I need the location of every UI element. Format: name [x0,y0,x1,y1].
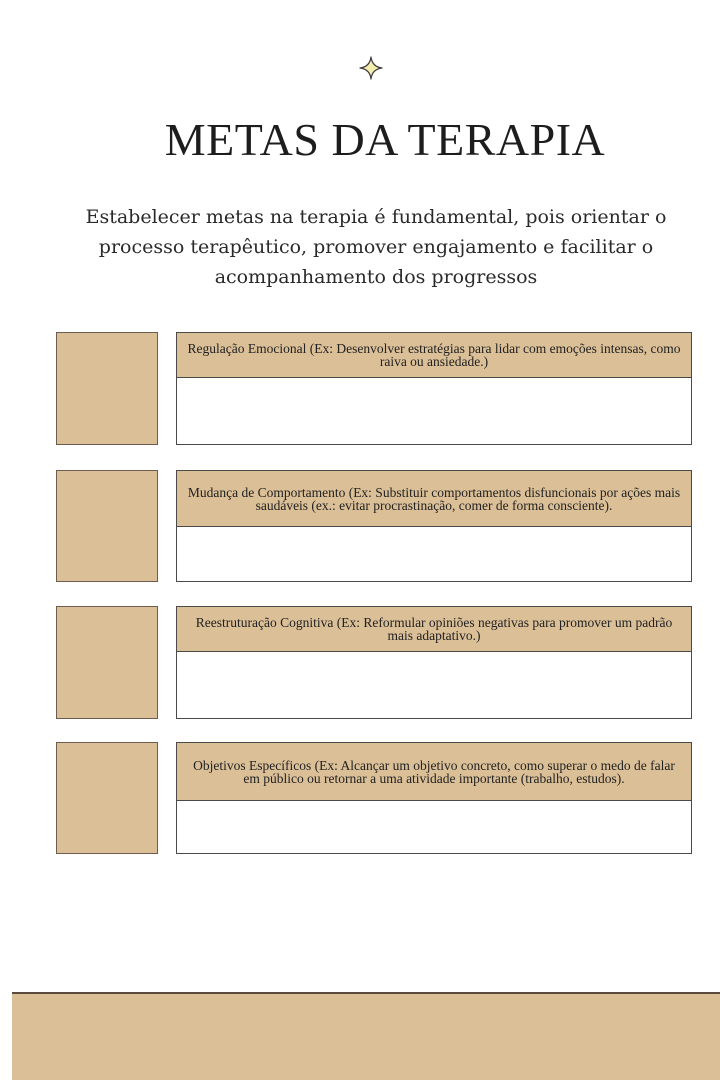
intro-paragraph: Estabelecer metas na terapia é fundamental, pois orientar o processo terapêutico, promover engajamento e facilitar o acompanhamento dos progressos [85,206,667,288]
sparkle-icon [359,56,383,80]
goal-checkbox[interactable] [56,332,158,445]
goal-card [176,332,692,445]
goal-card [176,470,692,582]
goal-answer-field[interactable] [177,527,691,581]
goal-checkbox[interactable] [56,742,158,854]
goal-checkbox[interactable] [56,470,158,582]
goal-answer-field[interactable] [177,801,691,853]
goal-heading: Regulação Emocional (Ex: Desenvolver estratégias para lidar com emoções intensas, como raiva ou ansiedade.) [177,333,691,378]
page-title: METAS DA TERAPIA [164,114,606,165]
goal-answer-field[interactable] [177,652,691,718]
footer-band [12,992,720,1080]
goal-card [176,606,692,719]
goal-answer-field[interactable] [177,378,691,444]
goal-heading: Mudança de Comportamento (Ex: Substituir comportamentos disfuncionais por ações mais saudáveis (ex.: evitar procrastinação, comer de forma consciente). [177,471,691,527]
goal-heading: Reestruturação Cognitiva (Ex: Reformular opiniões negativas para promover um padrão mais adaptativo.) [177,607,691,652]
goal-card [176,742,692,854]
goal-heading: Objetivos Específicos (Ex: Alcançar um objetivo concreto, como superar o medo de falar em público ou retornar a uma atividade importante (trabalho, estudos). [177,743,691,801]
goal-checkbox[interactable] [56,606,158,719]
